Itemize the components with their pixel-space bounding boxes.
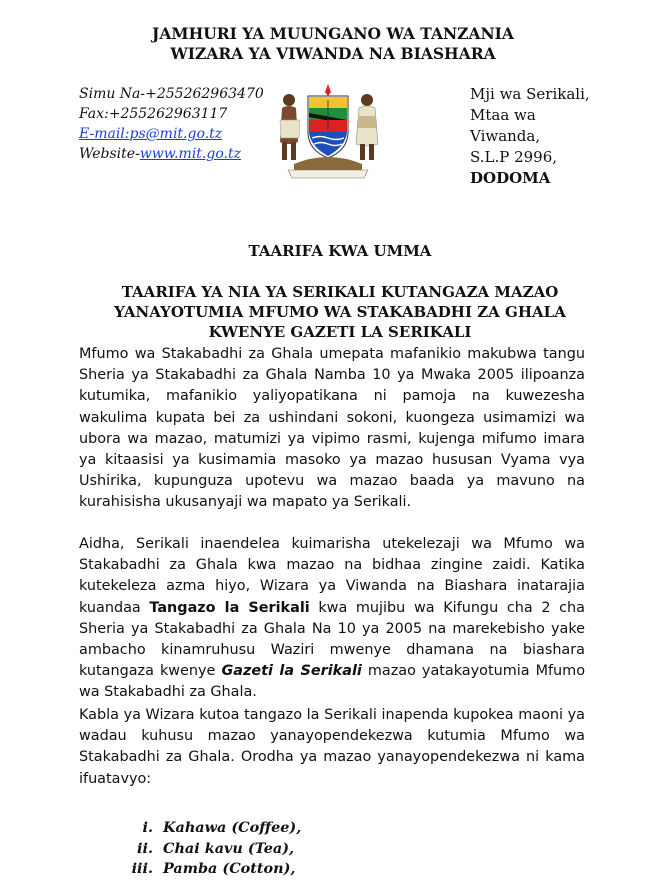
contact-block bbox=[79, 84, 264, 164]
address-line-1: Mji wa Serikali, bbox=[470, 85, 590, 103]
coat-of-arms-icon bbox=[270, 80, 386, 180]
phone-number: Simu Na-+255262963470 bbox=[79, 86, 264, 102]
crop-list bbox=[101, 818, 301, 880]
postal-address bbox=[470, 84, 590, 189]
list-item-text: Pamba (Cotton), bbox=[163, 860, 296, 877]
paragraph-2-part-1: Aidha, Serikali inaendelea kuimarisha utekelezaji wa Mfumo wa Stakabadhi za Ghala kwa mazao na bidhaa zingine zaidi. Katika kutekeleza azma hiyo, Wizara ya Viwanda na Biashara inatarajia kuandaa bbox=[79, 536, 585, 616]
republic-name: JAMHURI YA MUUNGANO WA TANZANIA bbox=[152, 24, 514, 43]
email-link[interactable]: ps@mit.go.tz bbox=[129, 126, 223, 142]
list-item bbox=[101, 859, 301, 880]
address-line-2: Mtaa wa bbox=[470, 106, 536, 124]
title-line-2: YANAYOTUMIA MFUMO WA STAKABADHI ZA GHALA bbox=[114, 303, 566, 321]
list-item bbox=[101, 818, 301, 839]
address-line-4: S.L.P 2996, bbox=[470, 148, 558, 166]
paragraph-3: Kabla ya Wizara kutoa tangazo la Serikali inapenda kupokea maoni ya wadau kuhusu mazao yanayopendekezwa kutumia Mfumo wa Stakabadhi za Ghala. Orodha ya mazao yanayopendekezwa ni kama ifuatavyo: bbox=[79, 707, 585, 787]
address-line-3: Viwanda, bbox=[470, 127, 541, 145]
paragraph-2 bbox=[79, 534, 585, 704]
coat-of-arms-shield bbox=[308, 84, 348, 158]
fax-number: Fax:+255262963117 bbox=[79, 106, 228, 122]
website-link[interactable]: www.mit.go.tz bbox=[139, 146, 241, 162]
paragraph-2-part-2: kwa mujibu wa Kifungu cha 2 cha Sheria ya Stakabadhi za Ghala Na 10 ya 2005 na marekebisho yake ambacho kinamruhusu Waziri mwenye dhamana na biashara kutangaza kwenye bbox=[79, 599, 586, 680]
list-item-text: Kahawa (Coffee), bbox=[163, 819, 302, 836]
email-line bbox=[79, 124, 264, 144]
website-line bbox=[79, 144, 264, 164]
coat-of-arms-man-figure bbox=[280, 94, 300, 160]
website-prefix: Website- bbox=[79, 146, 140, 162]
email-prefix[interactable]: E-mail: bbox=[79, 126, 130, 142]
document-title bbox=[60, 282, 620, 342]
title-line-3: KWENYE GAZETI LA SERIKALI bbox=[208, 323, 472, 341]
coat-of-arms-woman-figure bbox=[356, 94, 378, 160]
paragraph-1: Mfumo wa Stakabadhi za Ghala umepata mafanikio makubwa tangu Sheria ya Stakabadhi za Ghala Namba 10 ya Mwaka 2005 ilipoanza kutumika, mafanikio yaliyopatikana ni pamoja na kuwezesha wakulima kupata bei za ushindani sokoni, kuongeza usimamizi wa ubora wa mazao, matumizi ya vipimo rasmi, kujenga mifumo imara ya kitaasisi ya kusimamia masoko ya mazao hususan Vyama vya Ushirika, kupunguza upotevu wa mazao baada ya mavuno na kurahisisha ukusanyaji wa mapato ya Serikali. bbox=[79, 346, 585, 511]
coat-of-arms-ribbon bbox=[288, 170, 368, 178]
address-city: DODOMA bbox=[470, 169, 551, 187]
list-item-number: iii. bbox=[131, 860, 153, 877]
ministry-name: WIZARA YA VIWANDA NA BIASHARA bbox=[170, 44, 496, 63]
coat-of-arms-mountain bbox=[294, 157, 362, 170]
notice-label: TAARIFA KWA UMMA bbox=[248, 242, 432, 260]
list-item-number: ii. bbox=[137, 839, 153, 857]
list-item-text: Chai kavu (Tea), bbox=[163, 839, 295, 857]
list-item-number: i. bbox=[142, 819, 153, 836]
list-item bbox=[101, 839, 301, 860]
paragraph-2-bold-italic: Gazeti la Serikali bbox=[221, 663, 362, 680]
paragraph-2-part-3: mazao yatakayotumia Mfumo wa Stakabadhi za Ghala. bbox=[79, 663, 586, 701]
title-line-1: TAARIFA YA NIA YA SERIKALI KUTANGAZA MAZAO bbox=[121, 283, 559, 301]
paragraph-2-bold: Tangazo la Serikali bbox=[149, 599, 310, 616]
